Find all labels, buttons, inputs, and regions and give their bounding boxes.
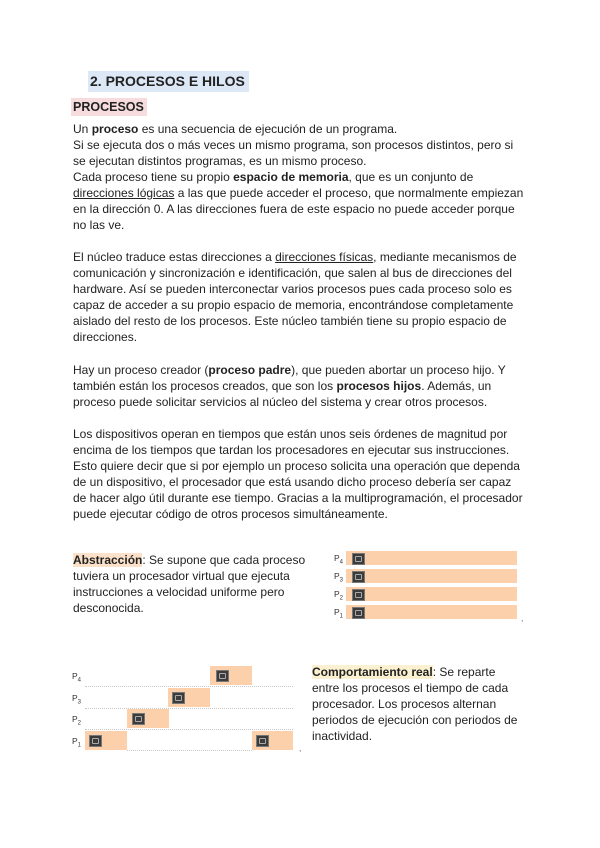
- cpu-icon: [352, 553, 365, 565]
- heading-title: PROCESOS E HILOS: [105, 73, 245, 89]
- heading-number: 2.: [90, 73, 102, 89]
- process-bar-p4: [346, 551, 517, 565]
- text-line: inactividad.: [312, 729, 373, 743]
- timeline: [85, 729, 293, 730]
- text-line: Si se ejecuta dos o más veces un mismo programa, son procesos distintos, pero si: [73, 138, 514, 152]
- text-line: encima de los tiempos que tardan los procesadores en ejecutar sus instrucciones.: [73, 443, 510, 457]
- section-heading: [88, 71, 249, 92]
- text-line: direcciones lógicas a las que puede acceder el proceso, que normalmente empiezan: [73, 186, 524, 200]
- paragraph-padre-hijo: [73, 362, 533, 410]
- cpu-icon: [352, 571, 365, 583]
- text-line: desconocida.: [73, 601, 144, 615]
- text-line: comunicación y sincronización e identificación, que salen al bus de direcciones del: [73, 266, 512, 280]
- timeline: [85, 708, 293, 709]
- text-line: en la dirección 0. A las direcciones fuera de este espacio no puede acceder porque: [73, 202, 515, 216]
- text-line: El núcleo traduce estas direcciones a direcciones físicas, mediante mecanismos de: [73, 250, 517, 264]
- paragraph-dispositivos: [73, 426, 533, 522]
- text-line: hardware. Así se pueden interconectar varios procesos pues cada proceso solo es: [73, 282, 512, 296]
- timeline: [127, 750, 252, 751]
- cpu-icon: [256, 735, 269, 747]
- text-line: proceso puede solicitar servicios al núcleo del sistema y crear otros procesos.: [73, 395, 488, 409]
- text-line: Comportamiento real: Se reparte: [312, 665, 496, 679]
- paragraph-proceso: [73, 121, 533, 233]
- text-line: procesador. Los procesos alternan: [312, 697, 497, 711]
- cpu-icon: [89, 735, 102, 747]
- abstraccion-text: [73, 552, 323, 616]
- cpu-icon: [132, 713, 145, 725]
- term-comportamiento-real: Comportamiento real: [312, 665, 433, 679]
- term-abstraccion: Abstracción: [73, 553, 143, 567]
- text-line: Esto quiere decir que si por ejemplo un proceso solicita una operación que dependa: [73, 459, 520, 473]
- process-bar-p1: [346, 605, 517, 619]
- text-line: Hay un proceso creador (proceso padre), que pueden abortar un proceso hijo. Y: [73, 363, 506, 377]
- text-line: entre los procesos el tiempo de cada: [312, 681, 509, 695]
- text-line: periodos de ejecución con periodos de: [312, 713, 518, 727]
- real-diagram: [70, 662, 310, 757]
- process-bar-p3: [346, 569, 517, 583]
- text-line: instrucciones a velocidad uniforme pero: [73, 585, 285, 599]
- process-bar-p2: [346, 587, 517, 601]
- text-line: no las ve.: [73, 218, 125, 232]
- cpu-icon: [216, 670, 229, 682]
- text-line: de un dispositivo, el procesador que está usando dicho proceso debería ser capaz: [73, 475, 512, 489]
- label-p4: $P_4$: [72, 671, 82, 684]
- timeline: [85, 686, 293, 687]
- paragraph-nucleo: [73, 249, 533, 345]
- text-line: de hacer algo útil durante ese tiempo. Gracias a la multiprogramación, el procesador: [73, 491, 523, 505]
- label-p1: $P_1$: [72, 736, 82, 749]
- label-p4: $P_4$: [334, 553, 344, 566]
- text-line: también están los procesos creados, que son los procesos hijos. Además, un: [73, 379, 492, 393]
- text-line: puede ejecutar código de otros procesos simultáneamente.: [73, 507, 388, 521]
- label-p2: $P_2$: [334, 589, 344, 602]
- label-p3: $P_3$: [72, 693, 82, 706]
- subsection-heading: PROCESOS: [71, 98, 147, 116]
- label-p3: $P_3$: [334, 571, 344, 584]
- abstraccion-diagram: [332, 548, 532, 628]
- text-line: direcciones.: [73, 330, 138, 344]
- real-text: [312, 664, 562, 744]
- axis-tick: ,: [299, 744, 302, 753]
- cpu-icon: [352, 589, 365, 601]
- text-line: Un proceso es una secuencia de ejecución de un programa.: [73, 122, 398, 136]
- text-line: aislado del resto de los procesos. Este núcleo también tiene su propio espacio de: [73, 314, 507, 328]
- cpu-icon: [352, 607, 365, 619]
- cpu-icon: [172, 692, 185, 704]
- label-p2: $P_2$: [72, 714, 82, 727]
- axis-tick: ,: [521, 614, 524, 623]
- label-p1: $P_1$: [334, 607, 344, 620]
- text-line: Abstracción: Se supone que cada proceso: [73, 553, 306, 567]
- text-line: tuviera un procesador virtual que ejecuta: [73, 569, 290, 583]
- text-line: capaz de acceder a su propio espacio de memoria, encontrándose completamente: [73, 298, 514, 312]
- text-line: Cada proceso tiene su propio espacio de memoria, que es un conjunto de: [73, 170, 474, 184]
- text-line: Los dispositivos operan en tiempos que están unos seis órdenes de magnitud por: [73, 427, 508, 441]
- text-line: se ejecutan distintos programas, es un mismo proceso.: [73, 154, 367, 168]
